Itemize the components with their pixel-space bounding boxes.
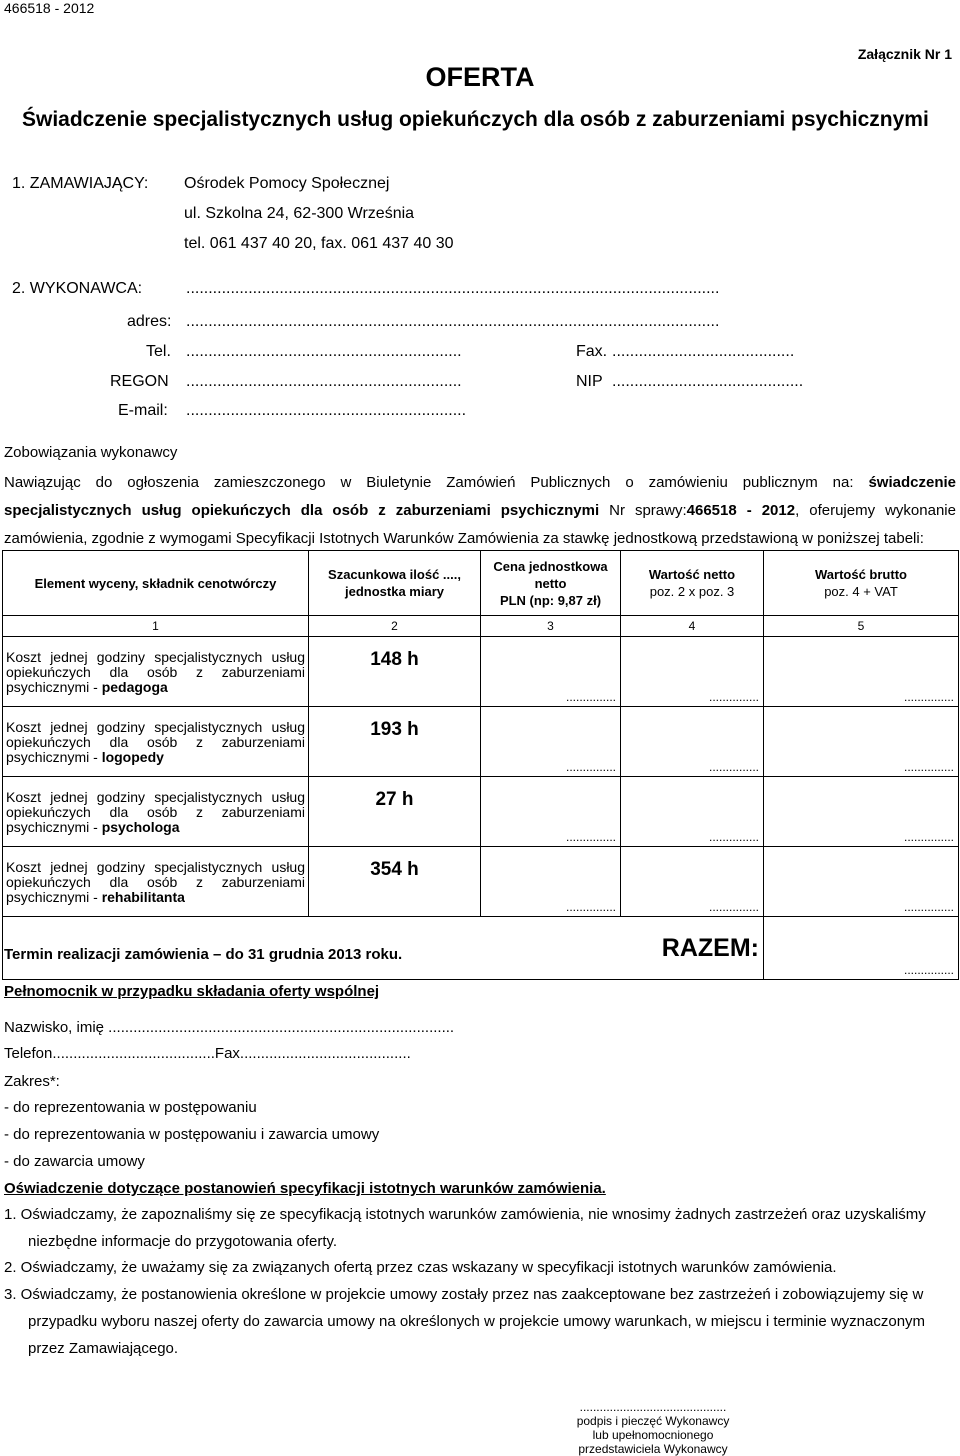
row-quantity: 354 h	[309, 847, 481, 917]
header-gross-value-line-1: Wartość brutto	[815, 567, 907, 582]
signature-caption: lub upełnomocnionego	[592, 1428, 714, 1442]
header-unit-price-line-2: netto	[534, 575, 567, 591]
row-description	[3, 847, 309, 917]
oswiadczenie-point-3-cont: przypadku wyboru naszej oferty do zawarcia umowy na określonych w projekcie umowy warunkach, w miejscu i terminie wyznaczonym	[28, 1313, 926, 1330]
row-unit-price-field[interactable]: ...............	[481, 707, 621, 777]
total-value-field[interactable]: ...............	[764, 917, 959, 980]
signature-caption: podpis i pieczęć Wykonawcy	[576, 1414, 730, 1428]
row-gross-value-field[interactable]: ...............	[764, 707, 959, 777]
header-net-value	[621, 551, 764, 616]
fax-field[interactable]: .........................................	[612, 343, 795, 360]
header-element	[3, 551, 309, 616]
price-table	[2, 550, 959, 980]
zobowiazania-nr-value: 466518 - 2012	[686, 502, 796, 519]
email-label: E-mail:	[118, 402, 168, 419]
row-unit-price-field[interactable]: ...............	[481, 777, 621, 847]
nip-field[interactable]: ...........................................	[612, 373, 804, 390]
zamawiajacy-name: Ośrodek Pomocy Społecznej	[184, 175, 390, 192]
zobowiazania-line-1-bold: świadczenie	[868, 474, 957, 491]
zakres-option: - do reprezentowania w postępowaniu i zawarcia umowy	[4, 1126, 380, 1143]
pelnomocnik-nazwisko-field[interactable]: Nazwisko, imię ...................................................................................	[4, 1019, 455, 1036]
regon-label: REGON	[110, 373, 169, 390]
row-description	[3, 707, 309, 777]
zamawiajacy-address: ul. Szkolna 24, 62-300 Września	[184, 205, 415, 222]
row-role: psychologa	[101, 818, 180, 835]
row-role: pedagoga	[101, 678, 168, 695]
header-net-value-line-2: poz. 2 x poz. 3	[649, 584, 735, 599]
header-quantity	[309, 551, 481, 616]
header-gross-value	[764, 551, 959, 616]
oswiadczenie-point-1: 1. Oświadczamy, że zapoznaliśmy się ze specyfikacją istotnych warunków zamówienia, nie wnosimy żadnych zastrzeżeń oraz uzyskaliśmy	[4, 1206, 926, 1223]
header-unit-price-line-1: Cena jednostkowa	[493, 558, 608, 574]
pelnomocnik-zakres-label: Zakres*:	[4, 1073, 60, 1090]
zobowiazania-line-1	[4, 474, 956, 491]
termin-realizacji: Termin realizacji zamówienia – do 31 grudnia 2013 roku.	[4, 946, 403, 963]
row-unit-price-field[interactable]: ...............	[481, 847, 621, 917]
column-number: 5	[764, 616, 959, 637]
nip-label: NIP	[576, 373, 603, 390]
row-net-value-field[interactable]: ...............	[621, 847, 764, 917]
header-quantity-line-2: jednostka miary	[345, 584, 444, 599]
oswiadczenie-point-3: 3. Oświadczamy, że postanowienia określone w projekcie umowy zostały przez nas zaakceptowane bez zastrzeżeń i zobowiązujemy się w	[4, 1286, 924, 1303]
document-id: 466518 - 2012	[4, 0, 95, 16]
header-unit-price-line-3: PLN (np: 9,87 zł)	[499, 592, 602, 608]
row-role: logopedy	[101, 748, 164, 765]
table-row	[3, 777, 959, 847]
adres-label: adres:	[127, 313, 172, 330]
oswiadczenie-point-1-cont: niezbędne informacje do przygotowania oferty.	[28, 1233, 338, 1250]
table-row	[3, 847, 959, 917]
table-header-row	[3, 551, 959, 616]
row-gross-value-field[interactable]: ...............	[764, 777, 959, 847]
row-role: rehabilitanta	[101, 888, 185, 905]
total-label: RAZEM:	[3, 917, 764, 980]
signature-caption: przedstawiciela Wykonawcy	[578, 1442, 728, 1456]
tel-field[interactable]: ..............................................................	[186, 343, 462, 360]
header-quantity-line-1: Szacunkowa ilość ....,	[328, 567, 461, 582]
row-net-value-field[interactable]: ...............	[621, 777, 764, 847]
wykonawca-label: 2. WYKONAWCA:	[12, 280, 143, 297]
email-field[interactable]: ...............................................................	[186, 402, 467, 419]
column-number: 1	[3, 616, 309, 637]
zobowiazania-line-2	[4, 502, 956, 519]
table-row	[3, 637, 959, 707]
fax-label: Fax.	[576, 343, 608, 360]
header-unit-price	[481, 551, 621, 616]
row-gross-value-field[interactable]: ...............	[764, 847, 959, 917]
signature-line[interactable]: ............................................	[579, 1400, 727, 1414]
row-description	[3, 777, 309, 847]
row-unit-price-field[interactable]: ...............	[481, 637, 621, 707]
page-title: OFERTA	[425, 62, 535, 92]
row-quantity: 193 h	[309, 707, 481, 777]
zobowiazania-nr-label: Nr sprawy:	[609, 502, 687, 519]
row-net-value-field[interactable]: ...............	[621, 707, 764, 777]
header-net-value-line-1: Wartość netto	[648, 567, 736, 582]
oswiadczenie-heading: Oświadczenie dotyczące postanowień specyfikacji istotnych warunków zamówienia.	[4, 1180, 606, 1197]
pelnomocnik-telefon-field[interactable]: Telefon.......................................Fax.........................................	[4, 1045, 411, 1062]
row-description-text: Koszt jednej godziny specjalistycznych usług opiekuńczych dla osób z zaburzeniami psychicznymi -	[6, 648, 305, 695]
column-number: 2	[309, 616, 481, 637]
row-net-value-field[interactable]: ...............	[621, 637, 764, 707]
row-description-text: Koszt jednej godziny specjalistycznych usług opiekuńczych dla osób z zaburzeniami psychicznymi -	[6, 858, 305, 905]
row-description-text: Koszt jednej godziny specjalistycznych usług opiekuńczych dla osób z zaburzeniami psychicznymi -	[6, 718, 305, 765]
annex-label: Załącznik Nr 1	[857, 46, 952, 62]
wykonawca-name-field[interactable]: ........................................................................................................................	[186, 280, 720, 297]
zobowiazania-line-2-end: , oferujemy wykonanie	[795, 502, 956, 519]
header-gross-value-line-2: poz. 4 + VAT	[824, 584, 898, 599]
zobowiazania-heading: Zobowiązania wykonawcy	[4, 444, 178, 461]
zobowiazania-service-name: specjalistycznych usług opiekuńczych dla osób z zaburzeniami psychicznymi	[4, 502, 600, 519]
zamawiajacy-phone: tel. 061 437 40 20, fax. 061 437 40 30	[184, 235, 454, 252]
zakres-option: - do reprezentowania w postępowaniu	[4, 1099, 257, 1116]
zamawiajacy-label: 1. ZAMAWIAJĄCY:	[12, 175, 149, 192]
row-description-text: Koszt jednej godziny specjalistycznych usług opiekuńczych dla osób z zaburzeniami psychicznymi -	[6, 788, 305, 835]
row-quantity: 148 h	[309, 637, 481, 707]
table-row	[3, 707, 959, 777]
column-number: 4	[621, 616, 764, 637]
row-gross-value-field[interactable]: ...............	[764, 637, 959, 707]
tel-label: Tel.	[146, 343, 171, 360]
zakres-option: - do zawarcia umowy	[4, 1153, 145, 1170]
zobowiazania-line-3: zamówienia, zgodnie z wymogami Specyfikacji Istotnych Warunków Zamówienia za stawkę jednostkową przedstawioną w poniższej tabeli:	[4, 530, 924, 547]
regon-field[interactable]: ..............................................................	[186, 373, 462, 390]
zobowiazania-line-1-text: Nawiązując do ogłoszenia zamieszczonego w Biuletynie Zamówień Publicznych o zamówieniu publicznym na:	[4, 474, 854, 491]
header-element-text: Element wyceny, składnik cenotwórczy	[34, 575, 277, 591]
signature-block	[558, 1400, 748, 1456]
oswiadczenie-point-3-cont: przez Zamawiającego.	[28, 1340, 179, 1357]
adres-field[interactable]: ........................................................................................................................	[186, 313, 720, 330]
row-description	[3, 637, 309, 707]
pelnomocnik-heading: Pełnomocnik w przypadku składania oferty wspólnej	[4, 983, 380, 1000]
oswiadczenie-point-2: 2. Oświadczamy, że uważamy się za związanych ofertą przez czas wskazany w specyfikacji istotnych warunków zamówienia.	[4, 1259, 837, 1276]
page-subtitle: Świadczenie specjalistycznych usług opiekuńczych dla osób z zaburzeniami psychicznymi	[22, 108, 929, 131]
row-quantity: 27 h	[309, 777, 481, 847]
column-numbers-row	[3, 616, 959, 637]
column-number: 3	[481, 616, 621, 637]
